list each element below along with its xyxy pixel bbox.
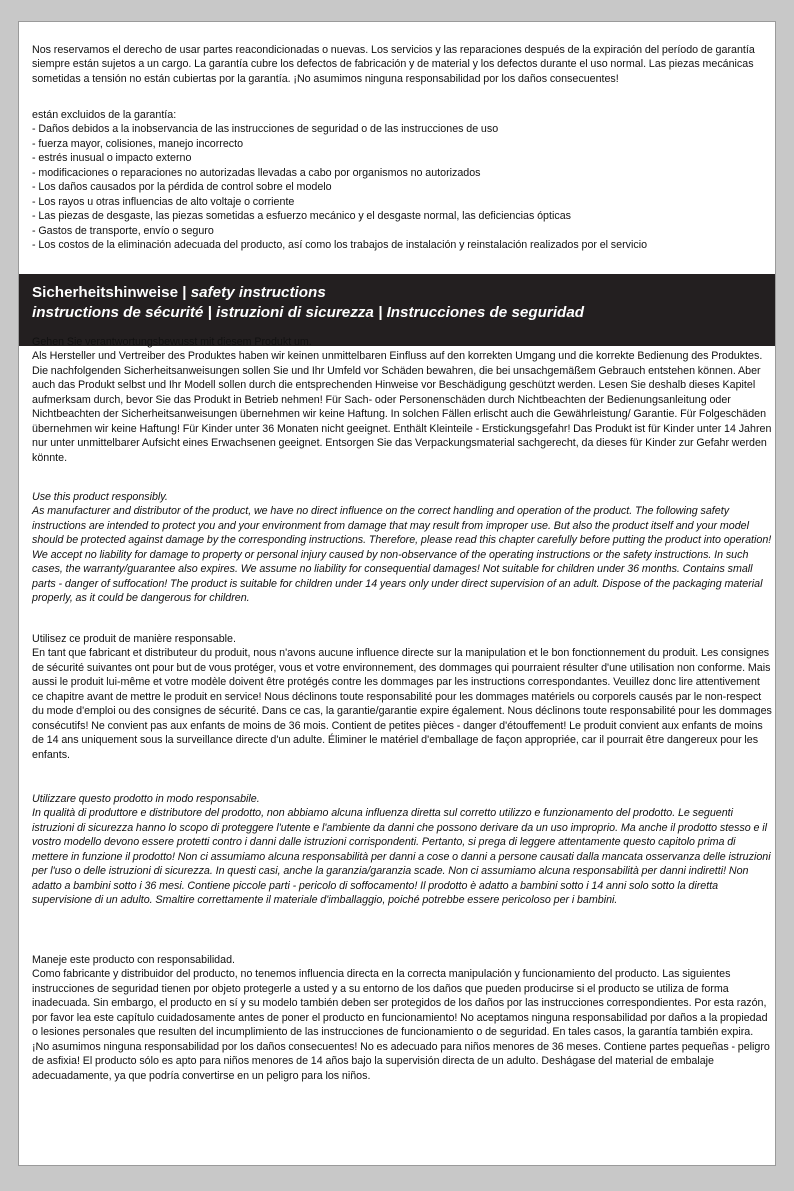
section-heading: Use this product responsibly. [32,491,168,503]
section-heading: Utilizzare questo prodotto in modo responsabile. [32,793,260,805]
section-french [32,632,772,762]
banner-title-en: safety instructions [190,284,326,301]
warranty-exclusions [32,108,772,253]
banner-separator: | [373,304,387,321]
banner-title-fr: instructions de sécurité [32,304,204,321]
exclusion-item: - estrés inusual o impacto externo [32,152,192,165]
banner-line-1 [32,284,326,301]
section-heading: Utilisez ce produit de manière responsable. [32,633,236,645]
exclusion-item: - Gastos de transporte, envío o seguro [32,224,214,237]
section-spanish [32,953,772,1083]
exclusions-heading: están excluidos de la garantía: [32,109,177,121]
banner-separator: | [203,304,217,321]
exclusion-item: - Los daños causados por la pérdida de control sobre el modelo [32,181,332,194]
banner-title-es: Instrucciones de seguridad [386,304,585,321]
section-heading: Gehen Sie verantwortungsbewusst mit diesem Produkt um. [32,336,312,348]
section-heading: Maneje este producto con responsabilidad. [32,954,235,966]
exclusion-item: - Las piezas de desgaste, las piezas sometidas a esfuerzo mecánico y el desgaste normal, las deficiencias ópticas [32,210,571,223]
section-body: As manufacturer and distributor of the product, we have no direct influence on the correct handling and operation of the product. The following safety instructions are intended to protect you and your environment from damage that may result from improper use. But also the product itself and your model should be protected against damage by the corresponding instructions. Therefore, please read this chapter carefully before putting the product into operation! We accept no liability for damage to property or personal injury caused by non-observance of the operating instructions or the safety instructions. In such cases, the warranty/guarantee also expires. We assume no liability for consequential damages! Not suitable for children under 36 months. Contains small parts - danger of suffocation! The product is suitable for children under 14 years only under direct supervision of an adult. Dispose of the packaging material properly, as it could be dangerous for children. [32,505,772,605]
section-german [32,335,772,465]
banner-title-de: Sicherheitshinweise [32,284,179,301]
section-body: En tant que fabricant et distributeur du produit, nous n'avons aucune influence directe sur la manipulation et le bon fonctionnement du produit. Les consignes de sécurité suivantes ont pour but de vous protéger, vous et votre environnement, des dommages qui pourraient résulter d'une utilisation non conforme. Mais aussi le produit lui-même et votre modèle doivent être protégés contre les dommages par les instructions correspondantes. Veuillez donc lire attentivement ce chapitre avant de mettre le produit en service! Nous déclinons toute responsabilité pour les dommages matériels ou corporels causés par le non-respect du mode d'emploi ou des consignes de sécurité. Dans ce cas, la garantie/garantie expire également. Nous déclinons toute responsabilité pour les dommages consécutifs! Ne convient pas aux enfants de moins de 36 mois. Contient de petites pièces - danger d'étouffement! Le produit convient aux enfants de moins de 14 ans uniquement sous la surveillance directe d'un adulte. Éliminer le matériel d'emballage de façon appropriée, car il pourrait être dangereux pour les enfants. [32,647,772,761]
exclusion-item: - Los costos de la eliminación adecuada del producto, así como los trabajos de instalación y reinstalación realizados por el servicio [32,239,648,252]
banner-title-it: istruzioni di sicurezza [216,304,374,321]
exclusion-item: - fuerza mayor, colisiones, manejo incorrecto [32,137,244,150]
warranty-intro [32,43,772,86]
banner-separator: | [178,284,191,301]
exclusion-item: - Daños debidos a la inobservancia de las instrucciones de seguridad o de las instrucciones de uso [32,123,499,136]
exclusion-item: - modificaciones o reparaciones no autorizadas llevadas a cabo por organismos no autorizados [32,166,481,179]
section-italian [32,792,772,908]
section-body: Como fabricante y distribuidor del producto, no tenemos influencia directa en la correcta manipulación y funcionamiento del producto. Las siguientes instrucciones de seguridad tienen por objeto protegerle a usted y a su entorno de los daños que pueden producirse si el producto se utiliza de forma inadecuada. Sin embargo, el producto en sí y su modelo también deben ser protegidos de los daños por las instrucciones correspondientes. Por esta razón, por favor lea este capítulo cuidadosamente antes de poner el producto en funcionamiento! No aceptamos ninguna responsabilidad por daños a la propiedad o lesiones personales que resulten del incumplimiento de las instrucciones de funcionamiento o de seguridad. En tales casos, la garantía también expira. ¡No asumimos ninguna responsabilidad por los daños consecuentes! No es adecuado para niños menores de 36 meses. Contiene partes pequeñas - peligro de asfixia! El producto sólo es apto para niños menores de 14 años bajo la supervisión directa de un adulto. Deshágase del material de embalaje adecuadamente, ya que podría convertirse en un peligro para los niños. [32,968,770,1082]
section-english [32,490,772,606]
section-body: Als Hersteller und Vertreiber des Produktes haben wir keinen unmittelbaren Einfluss auf den korrekten Umgang und die korrekte Bedienung des Produktes. Die nachfolgenden Sicherheitsanweisungen sollen Sie und Ihr Umfeld vor Schäden bewahren, die bei unsachgemäßem Gebrauch entstehen können. Aber auch das Produkt selbst und Ihr Modell sollen durch die entsprechenden Hinweise vor Beschädigung geschützt werden. Lesen Sie deshalb dieses Kapitel aufmerksam durch, bevor Sie das Produkt in Betrieb nehmen! Für Sach- oder Personenschäden durch Nichtbeachten der Bedienungsanleitung oder Nichtbeachten der Sicherheitsanweisungen übernehmen wir keine Haftung. In solchen Fällen erlischt auch die Gewährleistung/ Garantie. Für Folgeschäden übernehmen wir keine Haftung! Für Kinder unter 36 Monaten nicht geeignet. Enthält Kleinteile - Erstickungsgefahr! Das Produkt ist für Kinder unter 14 Jahren nur unter unmittelbarer Aufsicht eines Erwachsenen geeignet. Entsorgen Sie das Verpackungsmaterial sachgerecht, da dieses für Kinder zur Gefahr werden könnte. [32,350,772,464]
exclusion-item: - Los rayos u otras influencias de alto voltaje o corriente [32,195,295,208]
section-body: In qualità di produttore e distributore del prodotto, non abbiamo alcuna influenza diretta sul corretto utilizzo e funzionamento del prodotto. Le seguenti istruzioni di sicurezza hanno lo scopo di proteggere l'utente e l'ambiente da danni che possono derivare da un uso improprio. Ma anche il prodotto stesso e il vostro modello devono essere protetti contro i danni dalle istruzioni corrispondenti. Pertanto, si prega di leggere attentamente questo capitolo prima di mettere in funzione il prodotto! Non ci assumiamo alcuna responsabilità per danni a cose o danni a persone causati dalla mancata osservanza delle istruzioni per l'uso o delle istruzioni di sicurezza. In questi casi, anche la garanzia/garanzia scade. Non ci assumiamo alcuna responsabilità per danni indiretti! Non adatto a bambini sotto i 36 mesi. Contiene piccole parti - pericolo di soffocamento! Il prodotto è adatto a bambini sotto i 14 anni solo sotto la diretta supervisione di un adulto. Smaltire correttamente il materiale d'imballaggio, poiché potrebbe essere pericoloso per i bambini. [32,807,771,907]
warranty-intro-text: Nos reservamos el derecho de usar partes reacondicionadas o nuevas. Los servicios y las reparaciones después de la expiración del período de garantía siempre están sujetos a un cargo. La garantía cubre los defectos de fabricación y de material y los defectos durante el uso normal. Las piezas mecánicas sometidas a tensión no están cubiertas por la garantía. ¡No asumimos ninguna responsabilidad por los daños consecuentes! [32,44,755,85]
banner-line-2 [32,304,584,321]
document-page [18,21,776,1166]
